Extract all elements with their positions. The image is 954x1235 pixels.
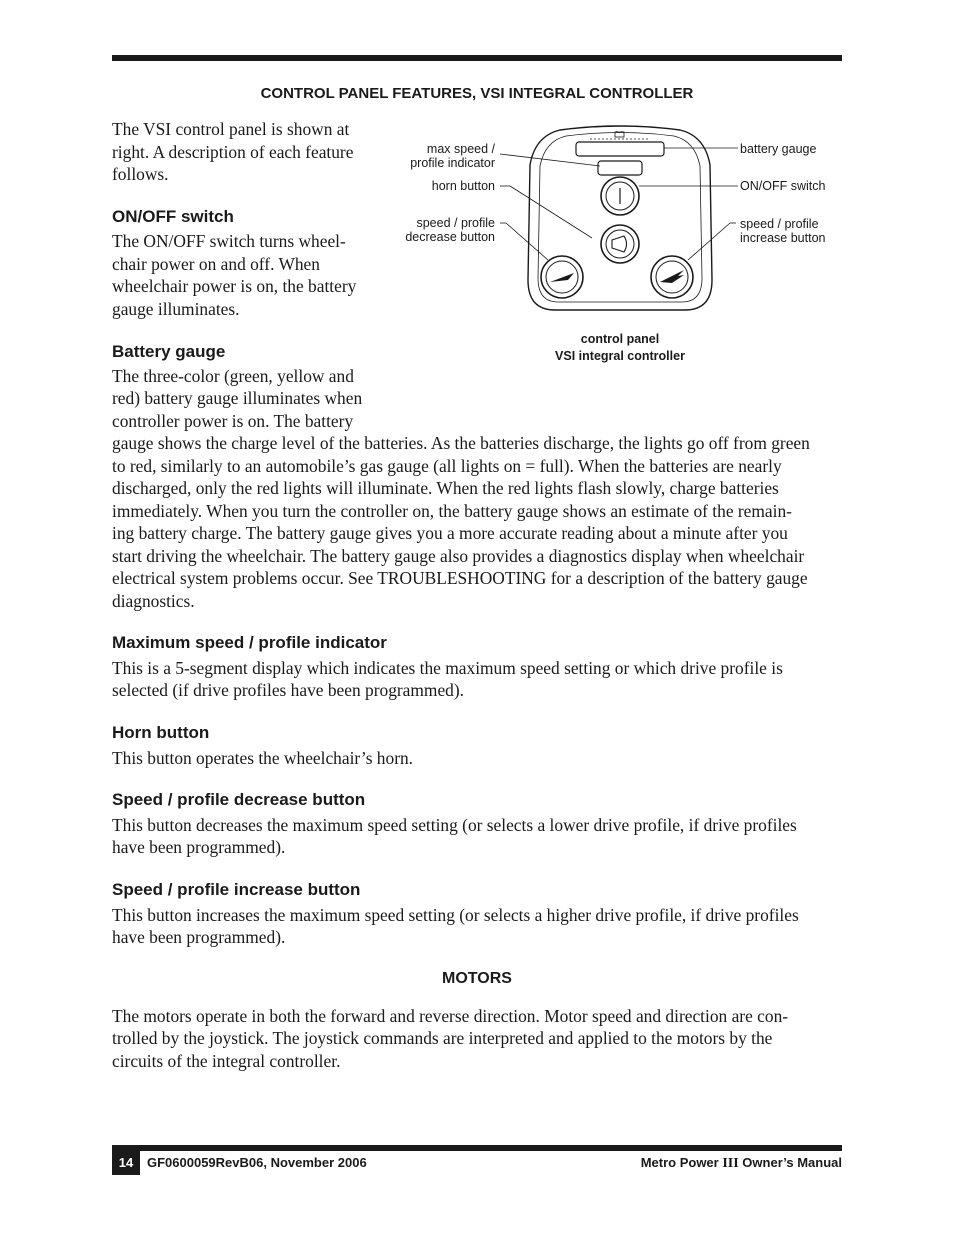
- battery-gauge-display: [576, 142, 664, 156]
- battery-line-5: to red, similarly to an automobile’s gas gauge (all lights on = full). When the batteries are nearly: [112, 456, 782, 476]
- label-decrease: speed / profile decrease button: [405, 216, 495, 244]
- decrease-heading: Speed / profile decrease button: [112, 790, 366, 809]
- decrease-button: [541, 256, 583, 298]
- decrease-line-2: have been programmed).: [112, 837, 286, 857]
- doc-id: GF0600059RevB06, November 2006: [147, 1155, 367, 1170]
- battery-line-11: diagnostics.: [112, 591, 195, 611]
- control-panel-diagram: [500, 120, 740, 320]
- increase-button: [651, 256, 693, 298]
- onoff-line-2: chair power on and off. When: [112, 254, 320, 274]
- battery-line-4: gauge shows the charge level of the batteries. As the batteries discharge, the lights go off from green: [112, 433, 810, 453]
- onoff-heading: ON/OFF switch: [112, 207, 234, 226]
- max-speed-display: [598, 161, 642, 175]
- motors-line-1: The motors operate in both the forward and reverse direction. Motor speed and direction are con-: [112, 1006, 789, 1026]
- manual-title: Metro Power III Owner’s Manual: [640, 1155, 842, 1171]
- section-title: CONTROL PANEL FEATURES, VSI INTEGRAL CONTROLLER: [260, 85, 694, 102]
- battery-line-3: controller power is on. The battery: [112, 411, 354, 431]
- label-battery: battery gauge: [740, 142, 817, 156]
- onoff-button: [601, 177, 639, 215]
- motors-line-3: circuits of the integral controller.: [112, 1051, 341, 1071]
- label-increase: speed / profile increase button: [740, 217, 826, 245]
- motors-line-2: trolled by the joystick. The joystick commands are interpreted and applied to the motors by the: [112, 1028, 773, 1048]
- battery-line-6: discharged, only the red lights will illuminate. When the red lights flash slowly, charge batteries: [112, 478, 779, 498]
- increase-line-1: This button increases the maximum speed setting (or selects a higher drive profile, if drive profiles: [112, 905, 799, 925]
- battery-line-10: electrical system problems occur. See TROUBLESHOOTING for a description of the battery gauge: [112, 568, 808, 588]
- onoff-line-4: gauge illuminates.: [112, 299, 240, 319]
- maxspeed-line-1: This is a 5-segment display which indicates the maximum speed setting or which drive profile is: [112, 658, 783, 678]
- decrease-line-1: This button decreases the maximum speed setting (or selects a lower drive profile, if drive profiles: [112, 815, 797, 835]
- top-rule: [112, 55, 842, 61]
- horn-heading: Horn button: [112, 723, 210, 742]
- battery-line-9: start driving the wheelchair. The battery gauge also provides a diagnostics display when wheelchair: [112, 546, 805, 566]
- maxspeed-heading: Maximum speed / profile indicator: [112, 633, 387, 652]
- page-number: 14: [112, 1151, 140, 1175]
- battery-line-2: red) battery gauge illuminates when: [112, 388, 363, 408]
- motors-title: MOTORS: [442, 970, 512, 987]
- maxspeed-line-2: selected (if drive profiles have been programmed).: [112, 680, 465, 700]
- diagram-caption: control panel VSI integral controller: [555, 332, 685, 363]
- footer-rule: [112, 1145, 842, 1151]
- intro-line-3: follows.: [112, 164, 169, 184]
- battery-line-7: immediately. When you turn the controller on, the battery gauge shows an estimate of the remain-: [112, 501, 792, 521]
- onoff-line-3: wheelchair power is on, the battery: [112, 276, 357, 296]
- battery-heading: Battery gauge: [112, 342, 226, 361]
- intro-line-1: The VSI control panel is shown at: [112, 119, 350, 139]
- battery-line-1: The three-color (green, yellow and: [112, 366, 354, 386]
- horn-button: [601, 225, 639, 263]
- intro-line-2: right. A description of each feature: [112, 142, 354, 162]
- increase-line-2: have been programmed).: [112, 927, 286, 947]
- onoff-line-1: The ON/OFF switch turns wheel-: [112, 231, 346, 251]
- label-horn: horn button: [431, 179, 495, 193]
- battery-line-8: ing battery charge. The battery gauge gives you a more accurate reading about a minute after you: [112, 523, 788, 543]
- increase-heading: Speed / profile increase button: [112, 880, 361, 899]
- label-onoff: ON/OFF switch: [740, 179, 826, 193]
- label-max-speed: max speed / profile indicator: [410, 142, 495, 170]
- horn-line-1: This button operates the wheelchair’s horn.: [112, 748, 414, 768]
